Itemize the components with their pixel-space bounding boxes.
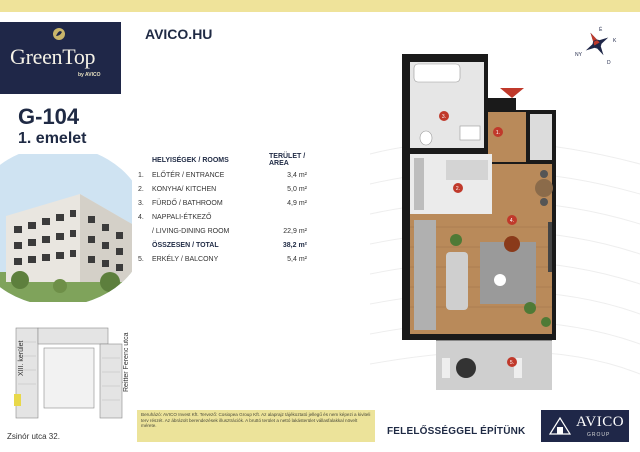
- logo-by: by AVICO: [78, 72, 101, 78]
- room-marker: 3.: [441, 114, 447, 120]
- table-row: 1. ELŐTÉR / ENTRANCE 3,4 m²: [138, 171, 307, 179]
- street-district: XIII. kerület: [18, 340, 25, 376]
- slogan: FELELŐSSÉGGEL ÉPÍTÜNK: [387, 426, 526, 437]
- room-marker: 1.: [495, 130, 501, 136]
- dining-table-icon: [535, 179, 553, 197]
- street-zsinor: Zsinór utca 32.: [7, 432, 60, 441]
- balcony-area: [436, 338, 552, 390]
- total-row: ÖSSZESEN / TOTAL 38,2 m²: [152, 241, 307, 249]
- plant-icon: [541, 317, 551, 327]
- avico-building-icon: [548, 414, 572, 438]
- room-marker: 4.: [509, 218, 515, 224]
- building-illustration: [0, 154, 132, 302]
- entrance-arrow-icon: [500, 88, 524, 98]
- table-row: 4. NAPPALI-ÉTKEZŐ: [138, 213, 212, 221]
- tv: [548, 222, 552, 272]
- armchair-icon: [504, 236, 520, 252]
- unit-code: G-104: [18, 104, 80, 129]
- coffee-table: [494, 274, 506, 286]
- compass-letter: NY: [575, 52, 582, 58]
- entrance-area: [488, 112, 526, 162]
- leaf-emblem-icon: [52, 27, 66, 41]
- logo-name: GreenTop: [10, 44, 96, 69]
- room-marker: 2.: [455, 186, 461, 192]
- brand-name: AVICO: [576, 414, 625, 430]
- wall-cabinet: [414, 220, 436, 330]
- col-rooms: HELYISÉGEK / ROOMS: [152, 156, 229, 164]
- plant-icon: [450, 234, 462, 246]
- sink-icon: [460, 126, 480, 140]
- street-reitter: Reitter Ferenc utca: [123, 332, 130, 392]
- rug: [480, 242, 536, 304]
- wardrobe: [530, 114, 552, 160]
- unit-highlight: [14, 394, 21, 406]
- compass-letter: É: [599, 27, 603, 33]
- compass-letter: K: [613, 38, 617, 44]
- table-row: / LIVING-DINING ROOM 22,9 m²: [152, 227, 307, 235]
- sofa-icon: [446, 252, 468, 310]
- table-row: 3. FÜRDŐ / BATHROOM 4,9 m²: [138, 199, 307, 207]
- table-row: 2. KONYHA/ KITCHEN 5,0 m²: [138, 185, 307, 193]
- floor-label: 1. emelet: [18, 130, 87, 147]
- disclaimer-text: Beruházó: AVICO Invest Kft. Tervező: Cosiopea Group Kft. Az alaprajz tájékoztató jellegű és nem képezi a kiviteli terv részét. Az ábrázolt berendezések illusztrációk. A bruttó terület a nettó lakásterület vállasfalakkal növelt mérete.: [137, 410, 375, 442]
- rooms-table: [138, 152, 307, 266]
- room-marker: 5.: [509, 360, 515, 366]
- col-area: TERÜLET / AREA: [269, 153, 306, 167]
- compass-letter: D: [607, 60, 611, 66]
- plant-icon: [524, 302, 536, 314]
- balcony-table-icon: [456, 358, 476, 378]
- bathtub-icon: [414, 64, 460, 82]
- toilet-icon: [420, 131, 432, 145]
- site-url[interactable]: AVICO.HU: [145, 26, 213, 42]
- compass-icon: [573, 26, 617, 66]
- balcony-row: 5. ERKÉLY / BALCONY 5,4 m²: [138, 255, 307, 263]
- floor-plan: [396, 52, 566, 402]
- brand-sub: GROUP: [587, 432, 611, 438]
- top-accent-bar: [0, 0, 640, 12]
